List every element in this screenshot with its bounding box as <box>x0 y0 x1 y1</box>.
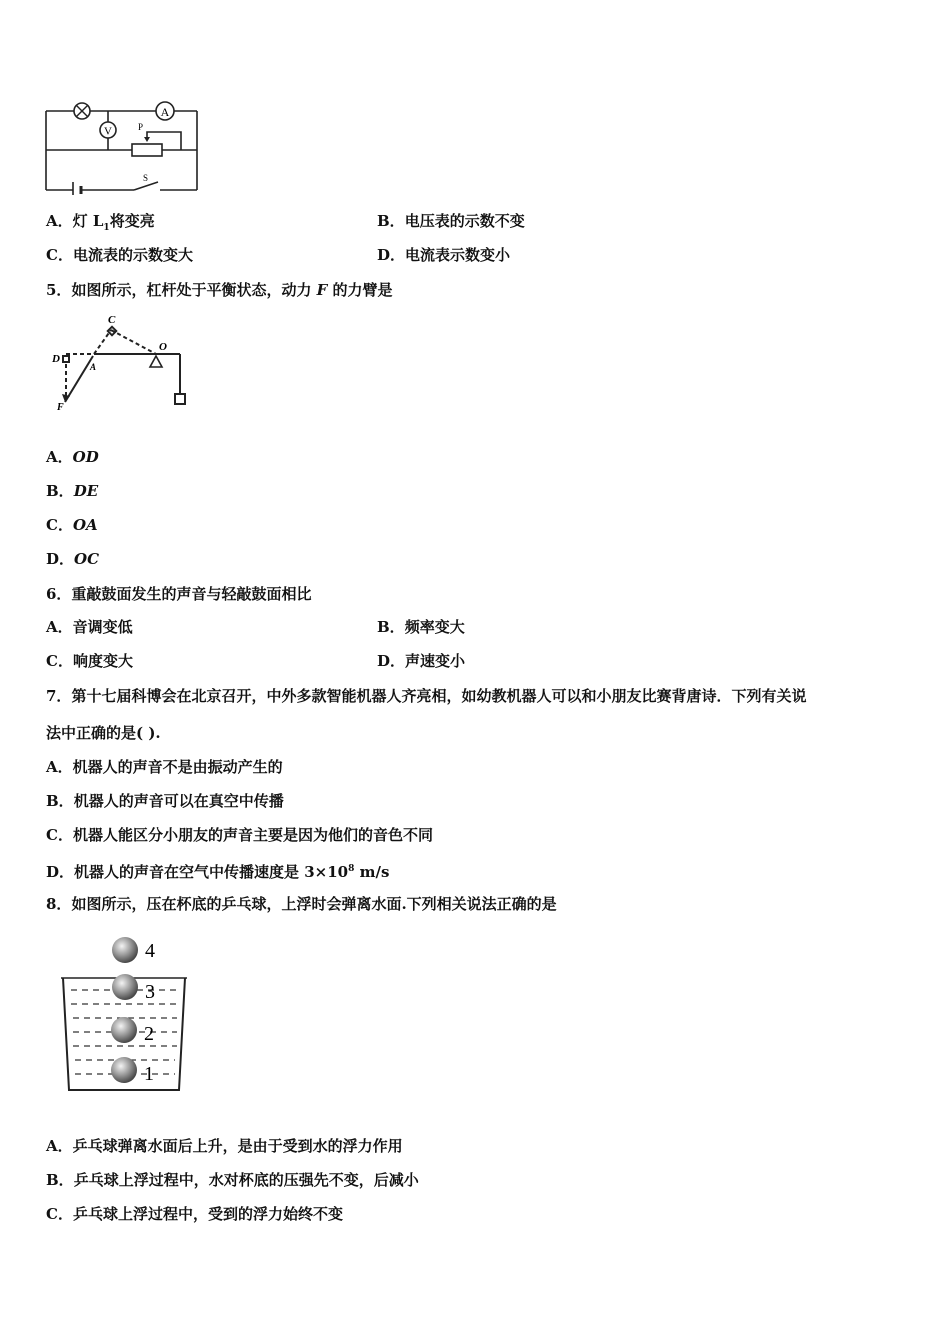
option-q7-b[interactable]: B．机器人的声音可以在真空中传播 <box>46 792 284 810</box>
ball-label-1: 1 <box>144 1063 154 1085</box>
circuit-figure <box>40 95 205 195</box>
lever-label-o: O <box>159 341 167 353</box>
ammeter-icon <box>156 102 174 120</box>
option-q7-d[interactable]: D．机器人的声音在空气中传播速度是 $3\times 10^8$ m/s <box>46 863 390 881</box>
question-7-stem-line1: 7．第十七届科博会在北京召开，中外多款智能机器人齐亮相，如幼教机器人可以和小朋友比赛背唐诗．下列有关说 <box>46 687 807 705</box>
option-q8-b[interactable]: B．乒乓球上浮过程中，水对杯底的压强先不变，后减小 <box>46 1171 419 1189</box>
option-q5-c[interactable]: C．OA <box>46 516 98 534</box>
option-q5-b[interactable]: B．DE <box>46 482 99 500</box>
question-5-stem: 5．如图所示，杠杆处于平衡状态，动力 F 的力臂是 <box>46 281 393 299</box>
option-q5-d[interactable]: D．OC <box>46 550 100 568</box>
ammeter-label: A <box>160 105 170 119</box>
option-q6-d[interactable]: D．声速变小 <box>377 652 466 670</box>
lever-label-a: A <box>90 362 97 372</box>
option-q4-c[interactable]: C．电流表的示数变大 <box>46 246 193 264</box>
ball-label-4: 4 <box>145 940 155 962</box>
option-q6-b[interactable]: B．频率变大 <box>377 618 465 636</box>
beaker-figure <box>55 930 195 1100</box>
option-q4-a[interactable]: A．灯 $L_1$将变亮 <box>46 212 155 233</box>
option-q7-a[interactable]: A．机器人的声音不是由振动产生的 <box>46 758 283 776</box>
lever-label-f: F <box>57 402 64 413</box>
ball-3-icon <box>112 974 138 1000</box>
ball-label-2: 2 <box>144 1023 154 1045</box>
option-q4-b[interactable]: B．电压表的示数不变 <box>377 212 525 230</box>
ball-2-icon <box>111 1017 137 1043</box>
switch-label: S <box>143 173 149 183</box>
voltmeter-icon <box>100 122 116 138</box>
option-q7-c[interactable]: C．机器人能区分小朋友的声音主要是因为他们的音色不同 <box>46 826 433 844</box>
slider-label: P <box>138 122 144 132</box>
ball-1-icon <box>111 1057 137 1083</box>
option-q8-a[interactable]: A．乒乓球弹离水面后上升，是由于受到水的浮力作用 <box>46 1137 403 1155</box>
lever-figure <box>48 312 198 417</box>
option-q4-d[interactable]: D．电流表示数变小 <box>377 246 511 264</box>
lever-label-c: C <box>108 314 116 326</box>
option-q5-a[interactable]: A．OD <box>46 448 99 466</box>
option-q6-a[interactable]: A．音调变低 <box>46 618 133 636</box>
lamp-icon <box>74 103 90 119</box>
question-6-stem: 6．重敲鼓面发生的声音与轻敲鼓面相比 <box>46 585 312 603</box>
option-q6-c[interactable]: C．响度变大 <box>46 652 133 670</box>
question-7-stem-line2: 法中正确的是( ). <box>46 724 161 742</box>
voltmeter-label: V <box>104 125 112 138</box>
option-q8-c[interactable]: C．乒乓球上浮过程中，受到的浮力始终不变 <box>46 1205 343 1223</box>
ball-label-3: 3 <box>145 981 155 1003</box>
lever-label-d: D <box>52 353 60 365</box>
ball-4-icon <box>112 937 138 963</box>
question-8-stem: 8．如图所示，压在杯底的乒乓球，上浮时会弹离水面.下列相关说法正确的是 <box>46 895 557 913</box>
